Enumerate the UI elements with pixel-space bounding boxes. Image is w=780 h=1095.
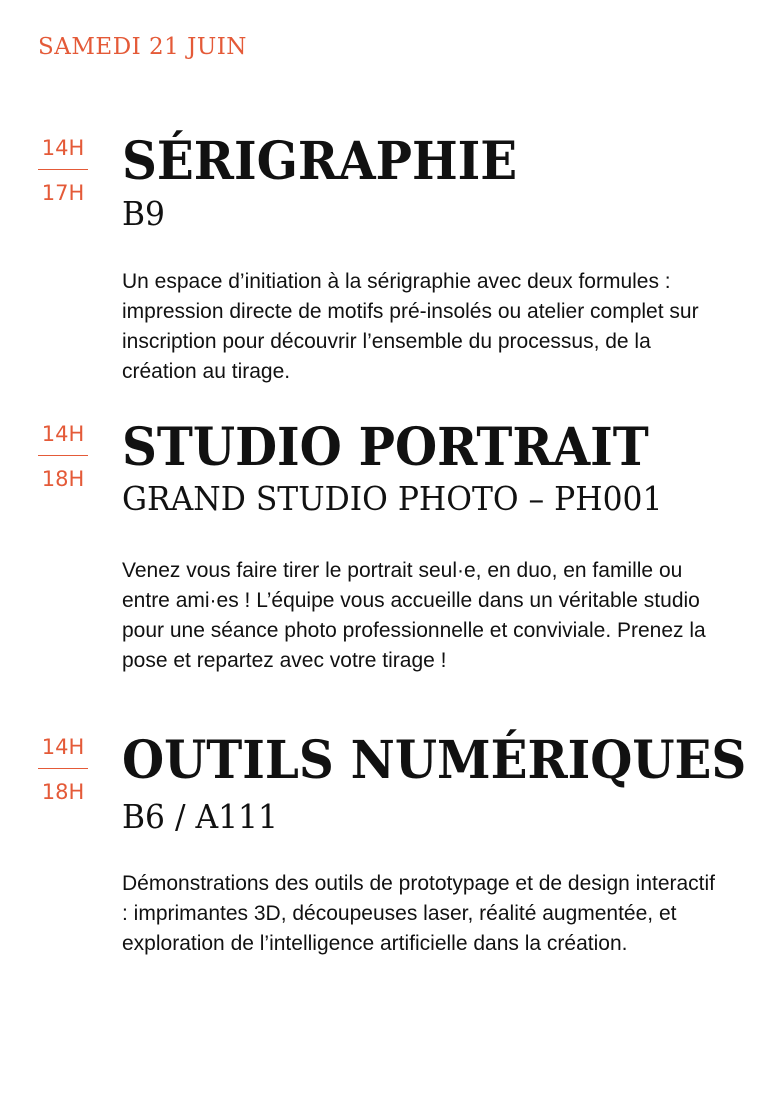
time-divider <box>38 768 88 769</box>
time-divider <box>38 455 88 456</box>
event-title: STUDIO PORTRAIT <box>122 417 649 478</box>
event-start-time: 14H <box>41 735 85 759</box>
time-divider <box>38 169 88 170</box>
event-end-time: 18H <box>41 780 85 804</box>
event-location: B9 <box>122 194 165 233</box>
page-date: SAMEDI 21 JUIN <box>38 34 247 60</box>
event-end-time: 17H <box>41 181 85 205</box>
event-title: SÉRIGRAPHIE <box>122 131 518 192</box>
event-title: OUTILS NUMÉRIQUES <box>122 730 747 791</box>
event-location: GRAND STUDIO PHOTO – PH001 <box>122 479 663 518</box>
event-end-time: 18H <box>41 467 85 491</box>
event-description: Venez vous faire tirer le portrait seul·e, en duo, en famille ou entre ami·es ! L’équipe vous accueille dans un véritable studio pour une séance photo professionnelle et conviviale. Prenez la pose et repartez avec votre tirage ! <box>122 559 706 672</box>
event-start-time: 14H <box>41 422 85 446</box>
event-description: Un espace d’initiation à la sérigraphie avec deux formules : impression directe de motifs pré-insolés ou atelier complet sur inscription pour découvrir l’ensemble du processus, de la création au tirage. <box>122 270 699 383</box>
event-start-time: 14H <box>41 136 85 160</box>
event-location: B6 / A111 <box>122 797 278 836</box>
event-description: Démonstrations des outils de prototypage et de design interactif : imprimantes 3D, découpeuses laser, réalité augmentée, et exploration de l’intelligence artificielle dans la création. <box>122 872 716 955</box>
